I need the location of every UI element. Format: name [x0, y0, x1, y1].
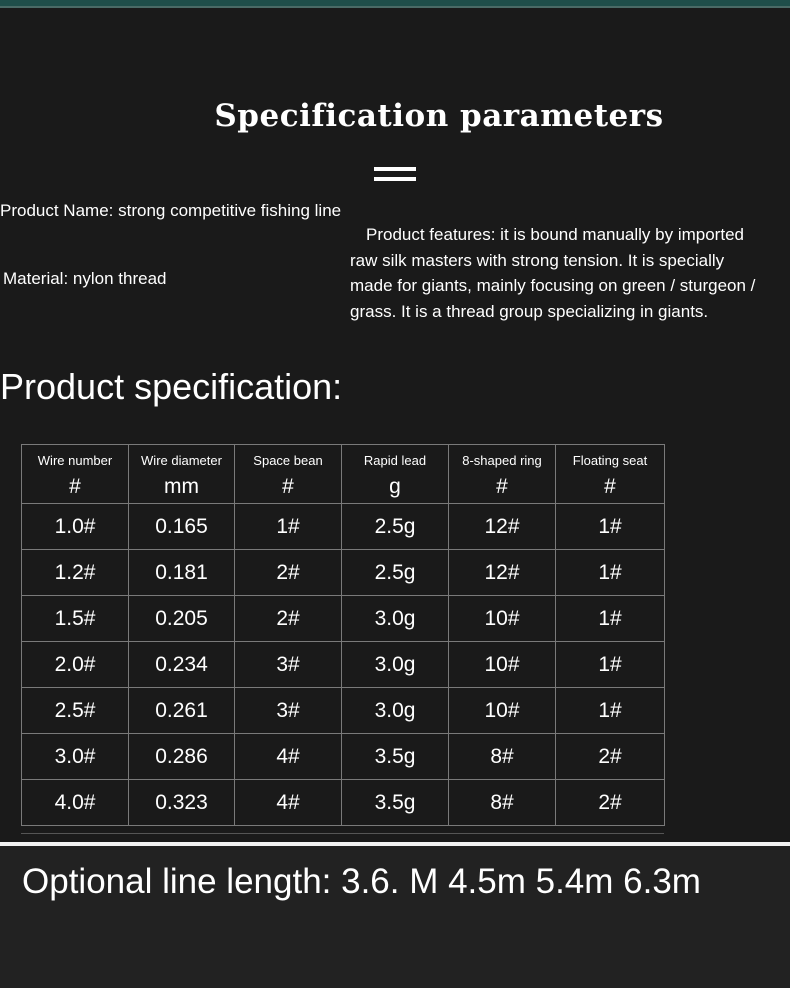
header-unit: # — [69, 475, 81, 498]
header-label: Space bean — [253, 453, 323, 468]
cell-wire-number: 1.5# — [22, 596, 129, 642]
header-unit: mm — [164, 475, 199, 498]
header-wire-diameter — [129, 445, 235, 504]
table-row — [22, 504, 665, 550]
cell-wire-number: 1.2# — [22, 550, 129, 596]
optional-line-length-text: Optional line length: 3.6. M 4.5m 5.4m 6.3m — [22, 862, 701, 901]
cell-space-bean: 3# — [235, 688, 342, 734]
cell-wire-diameter: 0.205 — [129, 596, 235, 642]
cell-wire-number: 2.0# — [22, 642, 129, 688]
cell-rapid-lead: 3.5g — [342, 734, 449, 780]
header-floating-seat — [556, 445, 665, 504]
cell-wire-diameter: 0.181 — [129, 550, 235, 596]
cell-floating-seat: 1# — [556, 550, 665, 596]
cell-wire-number: 2.5# — [22, 688, 129, 734]
table-row — [22, 642, 665, 688]
spec-table-header-row — [22, 445, 665, 504]
cell-floating-seat: 2# — [556, 734, 665, 780]
cell-rapid-lead: 3.0g — [342, 596, 449, 642]
table-row — [22, 780, 665, 826]
header-label: Floating seat — [572, 453, 648, 468]
header-unit: g — [389, 475, 401, 498]
cell-wire-number: 1.0# — [22, 504, 129, 550]
cell-rapid-lead: 2.5g — [342, 504, 449, 550]
cell-wire-diameter: 0.286 — [129, 734, 235, 780]
cell-space-bean: 4# — [235, 734, 342, 780]
cell-8-shaped-ring: 10# — [449, 596, 556, 642]
page-title: Specification parameters — [214, 98, 664, 134]
product-features-text: Product features: it is bound manually by imported raw silk masters with strong tension. It is specially made for giants, mainly focusing on green / sturgeon / grass. It is a thread group specializing in giants. — [350, 225, 756, 321]
header-wire-number — [22, 445, 129, 504]
header-label: Wire diameter — [141, 453, 222, 468]
cell-rapid-lead: 3.0g — [342, 642, 449, 688]
product-name-text: Product Name: strong competitive fishing line — [0, 201, 342, 220]
title-divider-top — [374, 167, 416, 171]
cell-floating-seat: 1# — [556, 688, 665, 734]
table-cut-line — [21, 833, 664, 834]
cell-wire-number: 4.0# — [22, 780, 129, 826]
spec-table — [21, 444, 665, 826]
spec-heading: Product specification: — [0, 366, 343, 407]
cell-8-shaped-ring: 8# — [449, 780, 556, 826]
cell-wire-diameter: 0.165 — [129, 504, 235, 550]
header-label: Rapid lead — [363, 453, 427, 468]
cell-rapid-lead: 3.5g — [342, 780, 449, 826]
cell-rapid-lead: 2.5g — [342, 550, 449, 596]
header-label: Wire number — [37, 453, 113, 468]
cell-space-bean: 1# — [235, 504, 342, 550]
cell-wire-diameter: 0.261 — [129, 688, 235, 734]
material-text: Material: nylon thread — [3, 269, 167, 288]
cell-8-shaped-ring: 10# — [449, 642, 556, 688]
cell-space-bean: 3# — [235, 642, 342, 688]
cell-wire-diameter: 0.234 — [129, 642, 235, 688]
header-label: 8-shaped ring — [462, 453, 542, 468]
cell-floating-seat: 1# — [556, 596, 665, 642]
cell-floating-seat: 1# — [556, 642, 665, 688]
cell-wire-number: 3.0# — [22, 734, 129, 780]
title-divider-bottom — [374, 177, 416, 181]
table-row — [22, 734, 665, 780]
table-row — [22, 596, 665, 642]
header-unit: # — [604, 475, 616, 498]
cell-floating-seat: 1# — [556, 504, 665, 550]
header-space-bean — [235, 445, 342, 504]
cell-8-shaped-ring: 8# — [449, 734, 556, 780]
cell-space-bean: 2# — [235, 596, 342, 642]
cell-space-bean: 2# — [235, 550, 342, 596]
header-unit: # — [496, 475, 508, 498]
cell-8-shaped-ring: 10# — [449, 688, 556, 734]
cell-rapid-lead: 3.0g — [342, 688, 449, 734]
cell-space-bean: 4# — [235, 780, 342, 826]
cell-wire-diameter: 0.323 — [129, 780, 235, 826]
table-row — [22, 550, 665, 596]
cell-8-shaped-ring: 12# — [449, 504, 556, 550]
header-unit: # — [282, 475, 294, 498]
cell-floating-seat: 2# — [556, 780, 665, 826]
top-accent-line — [0, 6, 790, 8]
table-row — [22, 688, 665, 734]
header-8-shaped-ring — [449, 445, 556, 504]
cell-8-shaped-ring: 12# — [449, 550, 556, 596]
header-rapid-lead — [342, 445, 449, 504]
